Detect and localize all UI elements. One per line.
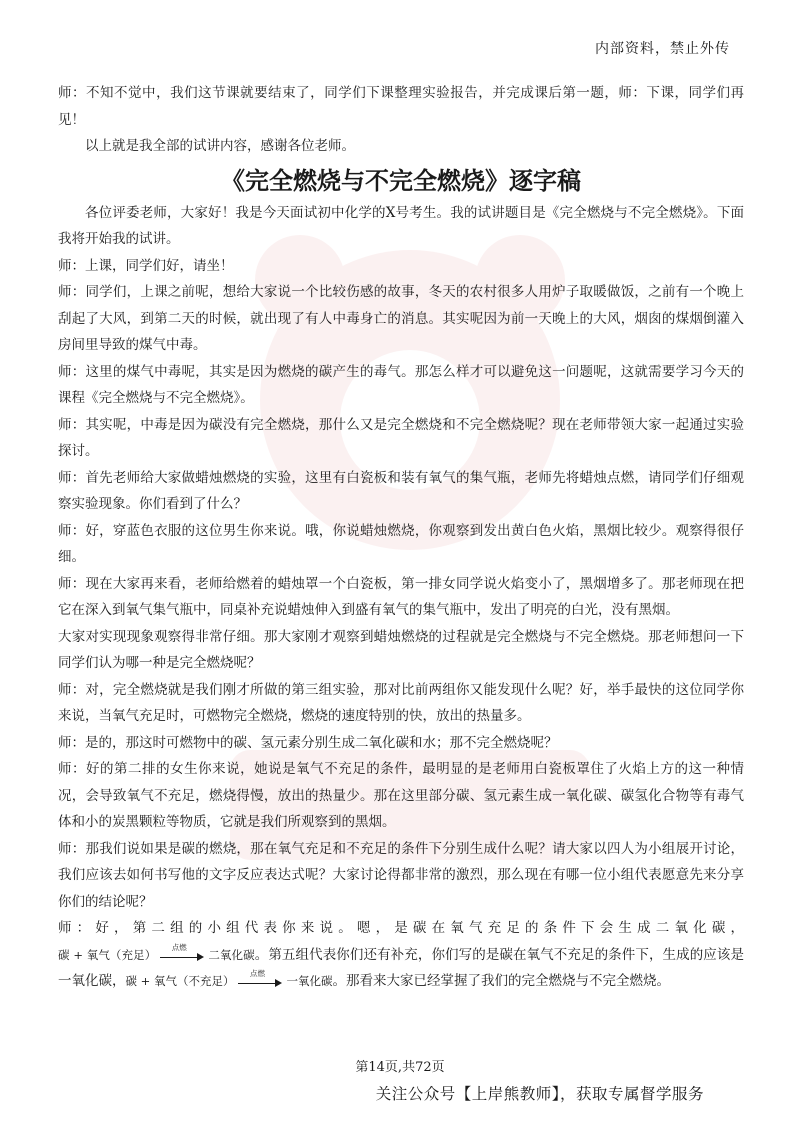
equation-product: 二氧化碳 bbox=[208, 947, 255, 962]
paragraph: 师：不知不觉中，我们这节课就要结束了，同学们下课整理实验报告，并完成课后第一题，师：下课，同学们再见！ bbox=[58, 85, 744, 128]
paragraph: 师：上课，同学们好，请坐！ bbox=[58, 257, 234, 274]
reaction-condition: 点燃 bbox=[171, 942, 187, 952]
document-body bbox=[58, 80, 744, 995]
paragraph-text: 。那看来大家已经掌握了我们的完全燃烧与不完全燃烧。 bbox=[332, 973, 670, 989]
paragraph: 师：对，完全燃烧就是我们刚才所做的第三组实验，那对比前两组你又能发现什么呢？好，举手最快的这位同学你来说，当氧气充足时，可燃物完全燃烧，燃烧的速度特别的快，放出的热量多。 bbox=[58, 681, 744, 724]
document-title: 《完全燃烧与不完全燃烧》逐字稿 bbox=[221, 166, 581, 195]
equation-reactants: 碳 + 氧气（充足） bbox=[58, 947, 157, 962]
paragraph-text: 。第五组代表你们还有补充，你们写的是碳在氧气不充足的条件下，生成的应该是一氧化碳， bbox=[58, 946, 744, 989]
equation-product: 一氧化碳 bbox=[286, 974, 333, 988]
word-equation-incomplete bbox=[125, 969, 333, 988]
paragraph: 师：好的第二排的女生你来说，她说是氧气不充足的条件，最明显的是老师用白瓷板罩住了火焰上方的这一种情况，会导致氧气不充足，燃烧得慢，放出的热量少。那在这里部分碳、氢元素生成一氧化碳、碳氢化合物等有毒气体和小的炭黑颗粒等物质，它就是我们所观察到的黑烟。 bbox=[58, 761, 744, 830]
reaction-arrow-icon bbox=[160, 942, 204, 962]
paragraph: 师：其实呢，中毒是因为碳没有完全燃烧，那什么又是完全燃烧和不完全燃烧呢？现在老师带领大家一起通过实验探讨。 bbox=[58, 416, 744, 459]
paragraph: 大家对实现现象观察得非常仔细。那大家刚才观察到蜡烛燃烧的过程就是完全燃烧与不完全燃烧。那老师想问一下同学们认为哪一种是完全燃烧呢？ bbox=[58, 628, 744, 671]
equation-reactants: 碳 + 氧气（不充足） bbox=[125, 974, 235, 988]
page-number: 第14页,共72页 bbox=[355, 1060, 445, 1075]
reaction-condition: 点燃 bbox=[249, 969, 265, 978]
reaction-arrow-icon bbox=[238, 969, 282, 988]
paragraph: 师：现在大家再来看，老师给燃着的蜡烛罩一个白瓷板，第一排女同学说火焰变小了，黑烟增多了。那老师现在把它在深入到氧气集气瓶中，同桌补充说蜡烛伸入到盛有氧气的集气瓶中，发出了明亮的白光，没有黑烟。 bbox=[58, 575, 744, 618]
paragraph-text: 师：好，第二组的小组代表你来说。嗯，是碳在氧气充足的条件下会生成二氧化碳， bbox=[58, 920, 744, 936]
paragraph: 师：同学们，上课之前呢，想给大家说一个比较伤感的故事，冬天的农村很多人用炉子取暖做饭，之前有一个晚上刮起了大风，到第二天的时候，就出现了有人中毒身亡的消息。其实呢因为前一天晚上的大风，烟囱的煤烟倒灌入房间里导致的煤气中毒。 bbox=[58, 284, 744, 353]
paragraph: 以上就是我全部的试讲内容，感谢各位老师。 bbox=[85, 138, 355, 154]
paragraph: 师：是的，那这时可燃物中的碳、氢元素分别生成二氧化碳和水；那不完全燃烧呢？ bbox=[58, 734, 558, 751]
intro-paragraph: 各位评委老师，大家好！我是今天面试初中化学的X号考生。我的试讲题目是《完全燃烧与不完全燃烧》。下面我将开始我的试讲。 bbox=[58, 204, 744, 247]
paragraph: 师：好，穿蓝色衣服的这位男生你来说。哦，你说蜡烛燃烧，你观察到发出黄白色火焰，黑烟比较少。观察得很仔细。 bbox=[58, 522, 744, 565]
word-equation-complete bbox=[58, 942, 255, 962]
confidential-note: 内部资料，禁止外传 bbox=[595, 41, 730, 57]
equation-paragraph bbox=[58, 915, 744, 995]
footer-promo: 关注公众号【上岸熊教师】，获取专属督学服务 bbox=[375, 1085, 704, 1103]
paragraph: 师：这里的煤气中毒呢，其实是因为燃烧的碳产生的毒气。那怎么样才可以避免这一问题呢，这就需要学习今天的课程《完全燃烧与不完全燃烧》。 bbox=[58, 363, 744, 406]
paragraph: 师：首先老师给大家做蜡烛燃烧的实验，这里有白瓷板和装有氧气的集气瓶，老师先将蜡烛点燃，请同学们仔细观察实验现象。你们看到了什么？ bbox=[58, 469, 744, 512]
paragraph: 师：那我们说如果是碳的燃烧，那在氧气充足和不充足的条件下分别生成什么呢？请大家以四人为小组展开讨论，我们应该去如何书写他的文字反应表达式呢？大家讨论得都非常的激烈，那么现在有哪一位小组代表愿意先来分享你们的结论呢？ bbox=[58, 840, 744, 910]
